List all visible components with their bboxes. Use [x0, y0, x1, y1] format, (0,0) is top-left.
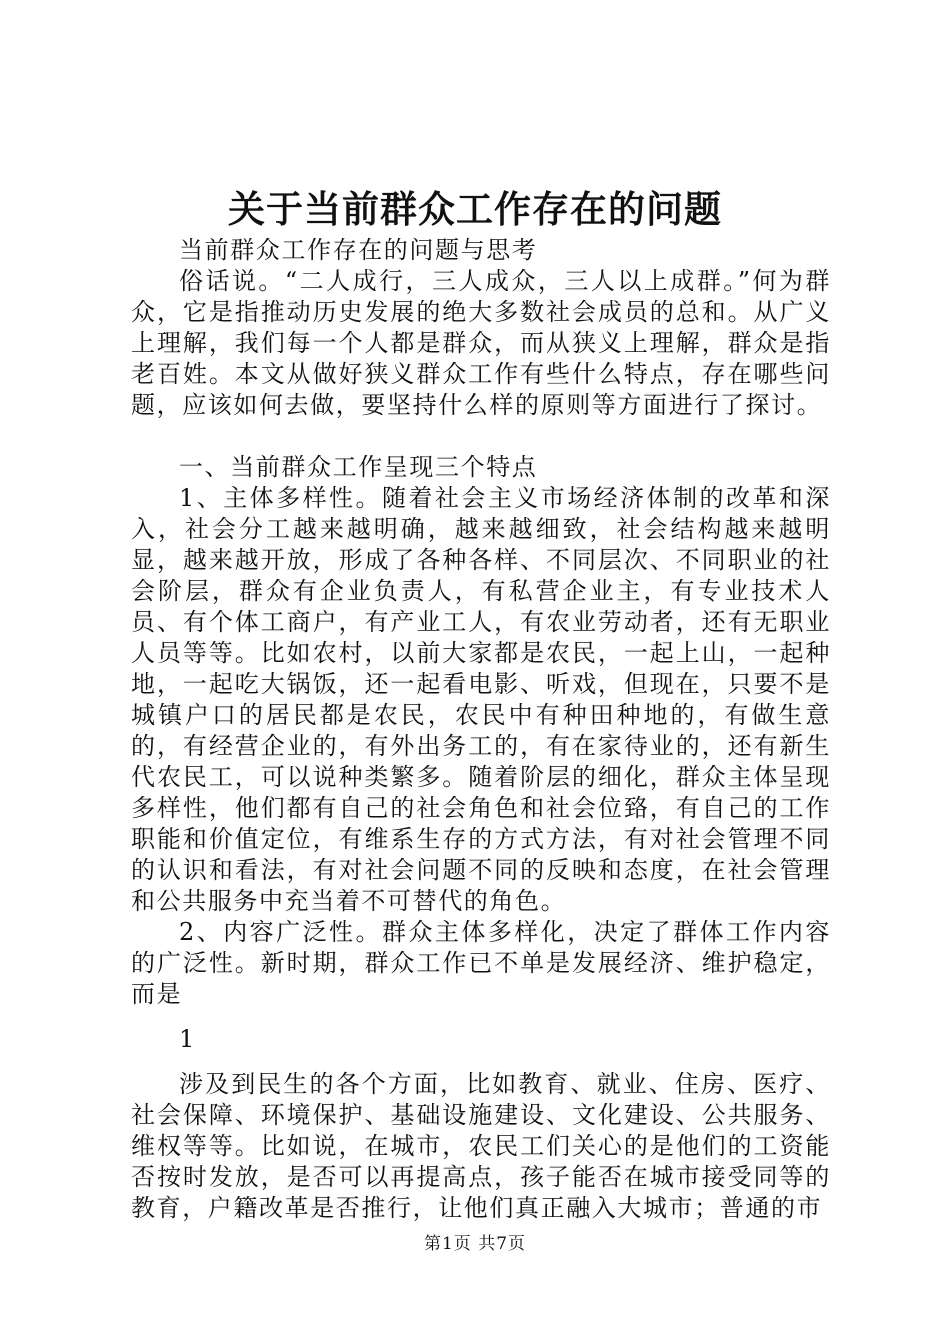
document-title: 关于当前群众工作存在的问题 [228, 187, 722, 231]
document-body [131, 235, 831, 1224]
intro-paragraph: 俗话说。“二人成行，三人成众，三人以上成群。”何为群众，它是指推动历史发展的绝大多数社会成员的总和。从广义上理解，我们每一个人都是群众，而从狭义上理解，群众是指老百姓。本文从做好狭义群众工作有些什么特点，存在哪些问题，应该如何去做，要坚持什么样的原则等方面进行了探讨。 [131, 267, 831, 419]
paragraph-gap [131, 421, 831, 452]
paragraph-1: 1、主体多样性。随着社会主义市场经济体制的改革和深入，社会分工越来越明确，越来越细致，社会结构越来越明显，越来越开放，形成了各种各样、不同层次、不同职业的社会阶层，群众有企业负责人，有私营企业主，有专业技术人员、有个体工商户，有产业工人，有农业劳动者，还有无职业人员等等。比如农村，以前大家都是农民，一起上山，一起种地，一起吃大锅饭，还一起看电影、听戏，但现在，只要不是城镇户口的居民都是农民，农民中有种田种地的，有做生意的，有经营企业的，有外出务工的，有在家待业的，还有新生代农民工，可以说种类繁多。随着阶层的细化，群众主体呈现多样性，他们都有自己的社会角色和社会位臵，有自己的工作职能和价值定位，有维系生存的方式方法，有对社会管理不同的认识和看法，有对社会问题不同的反映和态度，在社会管理和公共服务中充当着不可替代的角色。 [131, 484, 831, 915]
page-footer: 第1页 共7页 [423, 1234, 527, 1254]
paragraph-3: 涉及到民生的各个方面，比如教育、就业、住房、医疗、社会保障、环境保护、基础设施建设、文化建设、公共服务、维权等等。比如说，在城市，农民工们关心的是他们的工资能否按时发放，是否可以再提高点，孩子能否在城市接受同等的教育，户籍改革是否推行，让他们真正融入大城市；普通的市 [131, 1070, 831, 1222]
subtitle: 当前群众工作存在的问题与思考 [179, 236, 538, 264]
inline-page-marker: 1 [179, 1025, 196, 1053]
paragraph-2: 2、内容广泛性。群众主体多样化，决定了群体工作内容的广泛性。新时期，群众工作已不单是发展经济、维护稳定，而是 [131, 918, 831, 1008]
section-heading: 一、当前群众工作呈现三个特点 [179, 453, 538, 481]
